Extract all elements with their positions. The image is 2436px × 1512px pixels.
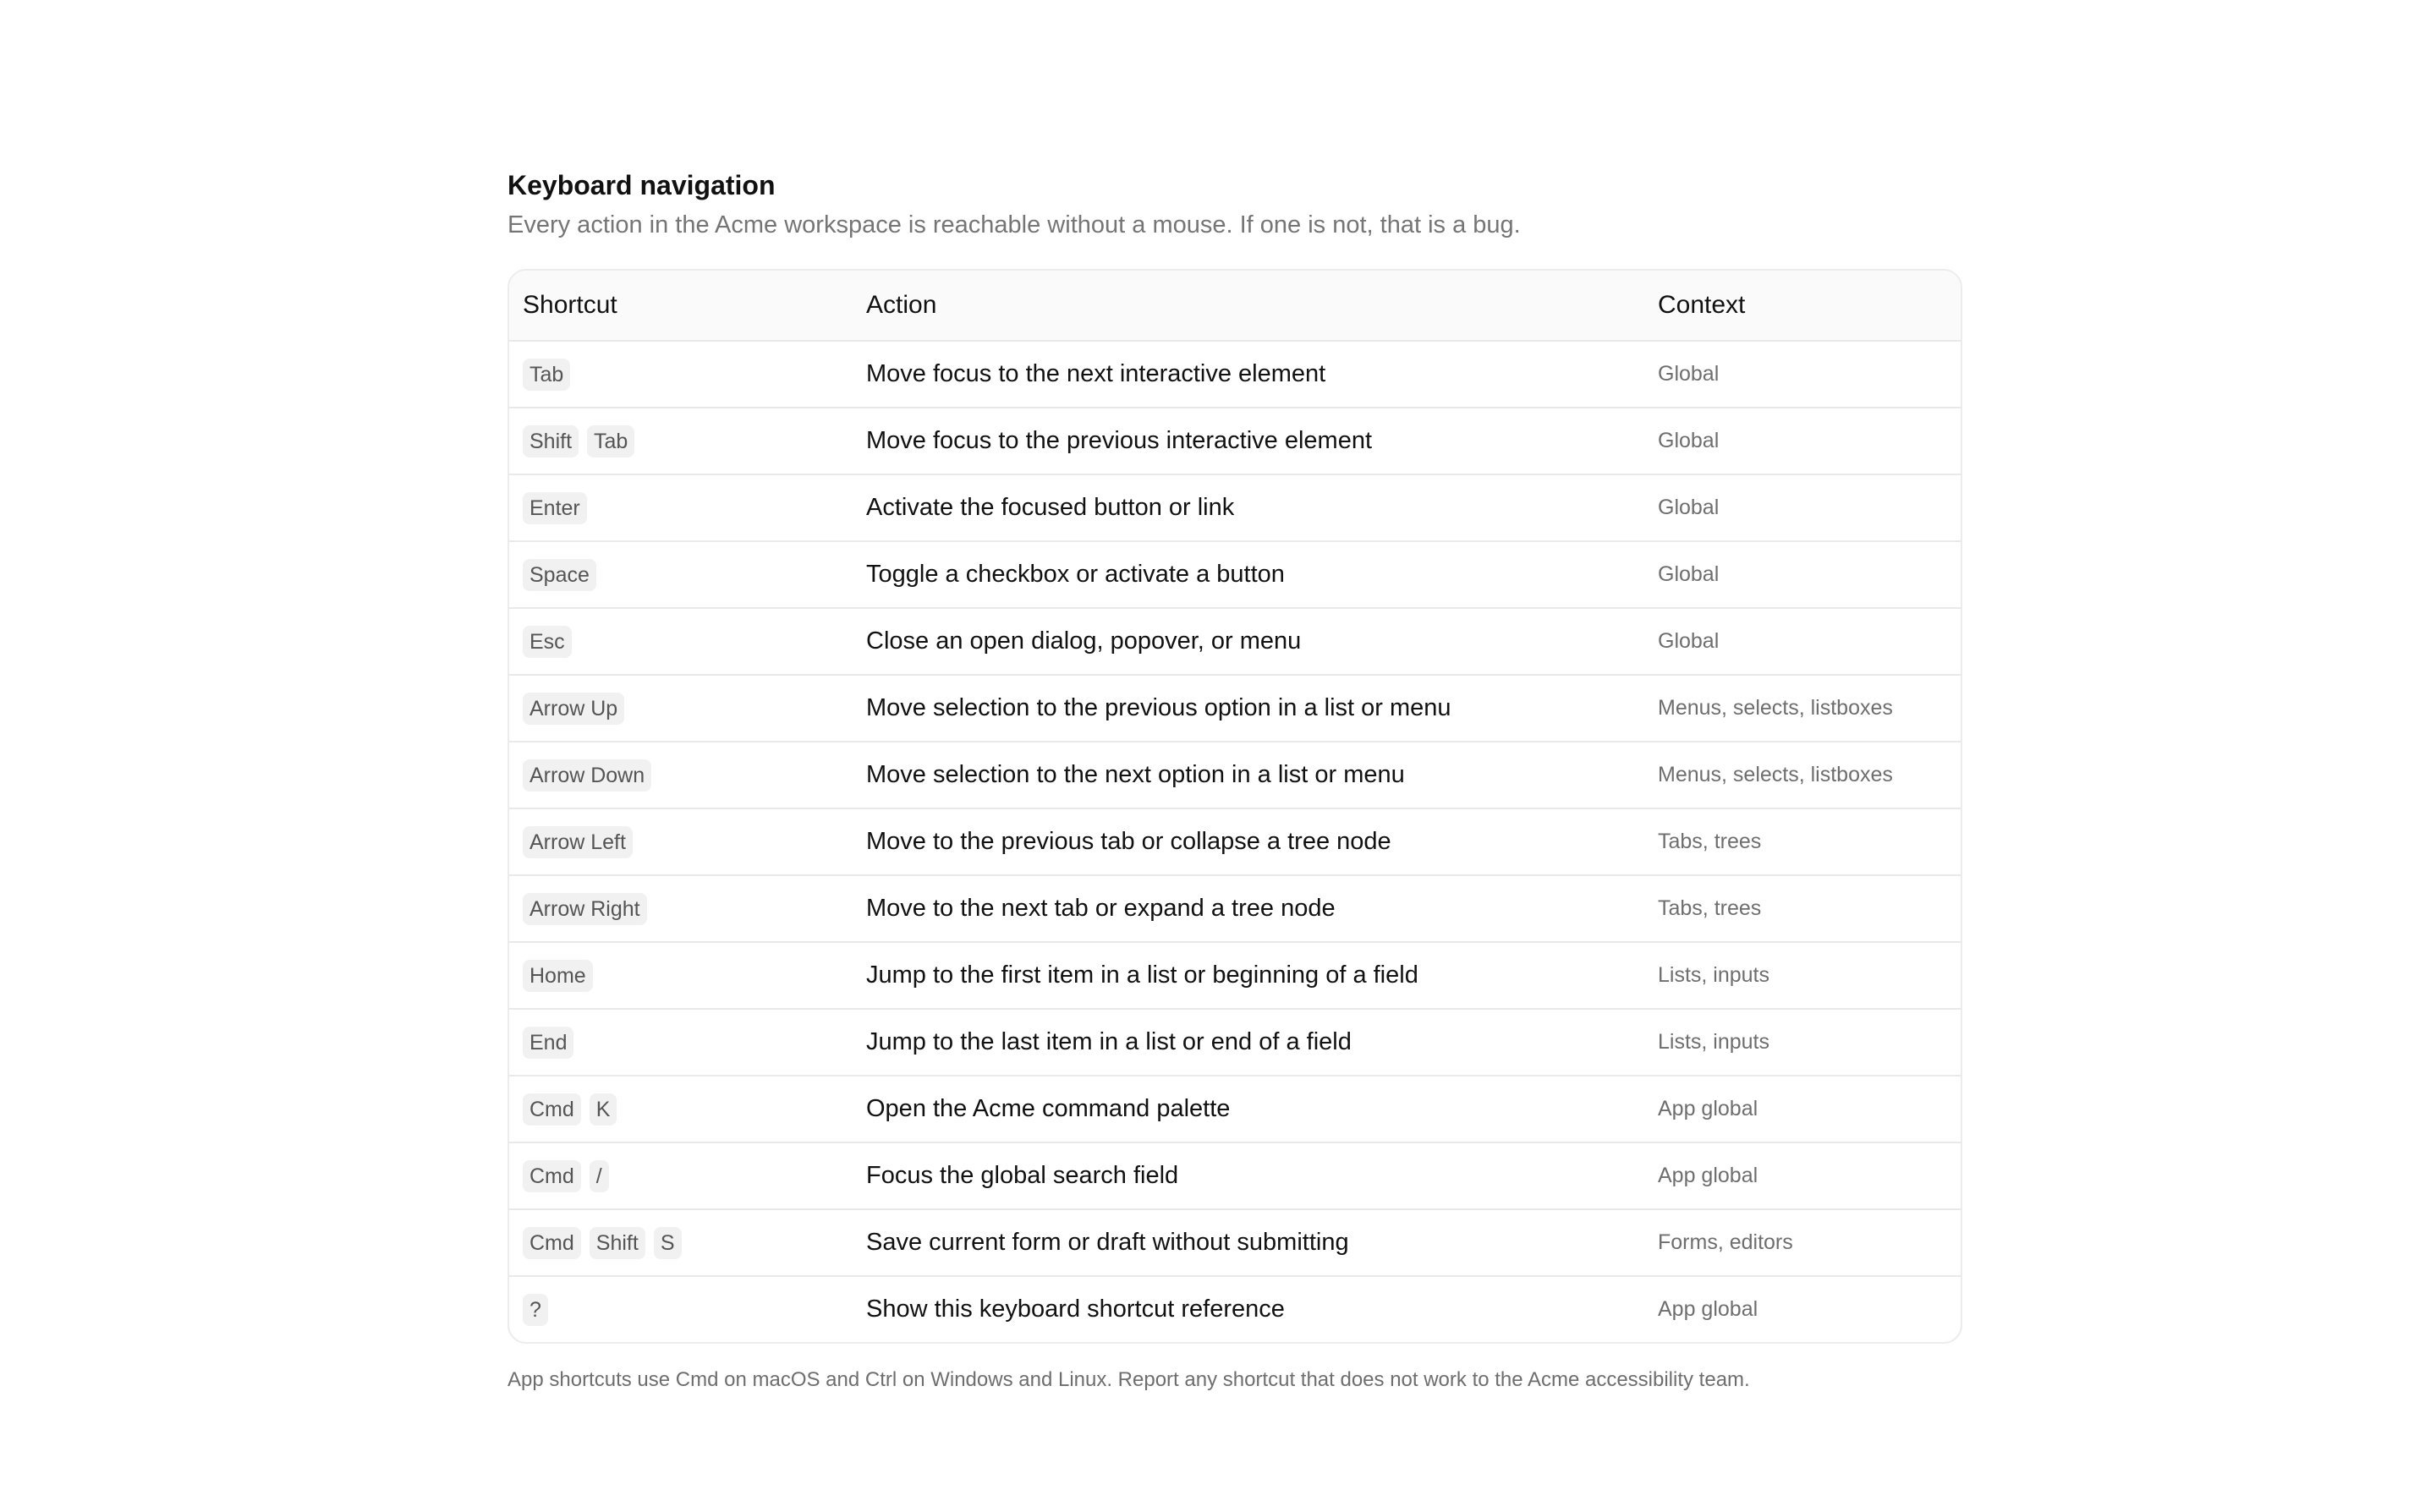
table-row [509, 607, 1961, 674]
column-header-action: Action [866, 291, 937, 319]
context-cell: Lists, inputs [1658, 1030, 1770, 1054]
key-combination [523, 826, 866, 858]
table-row [509, 941, 1961, 1008]
key-badge: Tab [523, 359, 570, 391]
action-cell: Close an open dialog, popover, or menu [866, 627, 1302, 655]
key-badge: Tab [587, 425, 634, 457]
context-cell: App global [1658, 1097, 1758, 1120]
context-cell: App global [1658, 1164, 1758, 1187]
key-badge: Arrow Down [523, 759, 651, 792]
action-cell: Move focus to the next interactive element [866, 360, 1326, 387]
table-row [509, 340, 1961, 407]
table-row [509, 1075, 1961, 1142]
key-combination [523, 893, 866, 925]
shortcut-cell [509, 1227, 866, 1259]
key-badge: K [590, 1093, 617, 1126]
action-cell: Save current form or draft without submitting [866, 1229, 1349, 1256]
table-row [509, 874, 1961, 941]
shortcut-cell [509, 1294, 866, 1326]
shortcut-cell [509, 559, 866, 591]
key-badge: Enter [523, 492, 587, 524]
action-cell: Move selection to the previous option in a list or menu [866, 694, 1451, 721]
key-badge: Arrow Left [523, 826, 633, 858]
shortcut-cell [509, 693, 866, 725]
table-row [509, 540, 1961, 607]
action-cell: Move to the next tab or expand a tree node [866, 895, 1336, 922]
context-cell: Global [1658, 562, 1720, 586]
action-cell: Toggle a checkbox or activate a button [866, 561, 1285, 588]
key-combination [523, 693, 866, 725]
key-badge: Cmd [523, 1093, 581, 1126]
shortcut-cell [509, 492, 866, 524]
shortcut-cell [509, 893, 866, 925]
column-header-context: Context [1658, 291, 1746, 319]
page-title: Keyboard navigation [508, 170, 776, 200]
table-row [509, 1008, 1961, 1075]
action-cell: Activate the focused button or link [866, 494, 1235, 521]
key-badge: Home [523, 960, 593, 992]
key-badge: Cmd [523, 1160, 581, 1192]
key-badge: S [654, 1227, 682, 1259]
action-cell: Show this keyboard shortcut reference [866, 1296, 1285, 1323]
table-row [509, 808, 1961, 874]
key-badge: Cmd [523, 1227, 581, 1259]
key-badge: Arrow Up [523, 693, 624, 725]
table-row [509, 741, 1961, 808]
key-badge: End [523, 1027, 573, 1059]
page-subtitle: Every action in the Acme workspace is reachable without a mouse. If one is not, that is a bug. [508, 211, 1521, 238]
table-row [509, 474, 1961, 540]
context-cell: Global [1658, 429, 1720, 452]
key-combination [523, 425, 866, 457]
action-cell: Focus the global search field [866, 1162, 1179, 1189]
key-combination [523, 1027, 866, 1059]
key-combination [523, 1294, 866, 1326]
action-cell: Move selection to the next option in a list or menu [866, 761, 1405, 788]
key-combination [523, 759, 866, 792]
shortcut-cell [509, 626, 866, 658]
shortcut-table [508, 269, 1962, 1344]
key-badge: Esc [523, 626, 572, 658]
action-cell: Jump to the last item in a list or end of a field [866, 1028, 1352, 1055]
context-cell: Global [1658, 362, 1720, 386]
context-cell: Tabs, trees [1658, 830, 1762, 853]
key-combination [523, 626, 866, 658]
context-cell: Tabs, trees [1658, 896, 1762, 920]
context-cell: Global [1658, 496, 1720, 519]
context-cell: Forms, editors [1658, 1230, 1793, 1254]
footnote: App shortcuts use Cmd on macOS and Ctrl on Windows and Linux. Report any shortcut that does not work to the Acme accessibility team. [508, 1368, 1750, 1391]
shortcut-cell [509, 960, 866, 992]
context-cell: Global [1658, 629, 1720, 653]
action-cell: Move focus to the previous interactive element [866, 427, 1373, 454]
context-cell: Lists, inputs [1658, 963, 1770, 987]
key-combination [523, 559, 866, 591]
keyboard-navigation-section [508, 166, 1962, 1394]
table-row [509, 1275, 1961, 1342]
action-cell: Move to the previous tab or collapse a tree node [866, 828, 1391, 855]
shortcut-cell [509, 759, 866, 792]
key-badge: / [590, 1160, 609, 1192]
action-cell: Jump to the first item in a list or beginning of a field [866, 961, 1418, 989]
shortcut-cell [509, 1160, 866, 1192]
action-cell: Open the Acme command palette [866, 1095, 1231, 1122]
table-row [509, 674, 1961, 741]
key-badge: Shift [590, 1227, 645, 1259]
key-combination [523, 492, 866, 524]
key-badge: ? [523, 1294, 548, 1326]
shortcut-cell [509, 1093, 866, 1126]
context-cell: App global [1658, 1297, 1758, 1321]
shortcut-cell [509, 1027, 866, 1059]
key-combination [523, 359, 866, 391]
table-header-row [509, 271, 1961, 340]
key-combination [523, 1160, 866, 1192]
shortcut-cell [509, 359, 866, 391]
key-combination [523, 1227, 866, 1259]
key-badge: Shift [523, 425, 579, 457]
table-body [509, 340, 1961, 1342]
table-row [509, 1208, 1961, 1275]
shortcut-cell [509, 425, 866, 457]
key-combination [523, 960, 866, 992]
key-badge: Arrow Right [523, 893, 647, 925]
table-row [509, 1142, 1961, 1208]
key-badge: Space [523, 559, 596, 591]
table-row [509, 407, 1961, 474]
context-cell: Menus, selects, listboxes [1658, 696, 1893, 720]
context-cell: Menus, selects, listboxes [1658, 763, 1893, 786]
key-combination [523, 1093, 866, 1126]
shortcut-cell [509, 826, 866, 858]
column-header-shortcut: Shortcut [523, 291, 617, 319]
